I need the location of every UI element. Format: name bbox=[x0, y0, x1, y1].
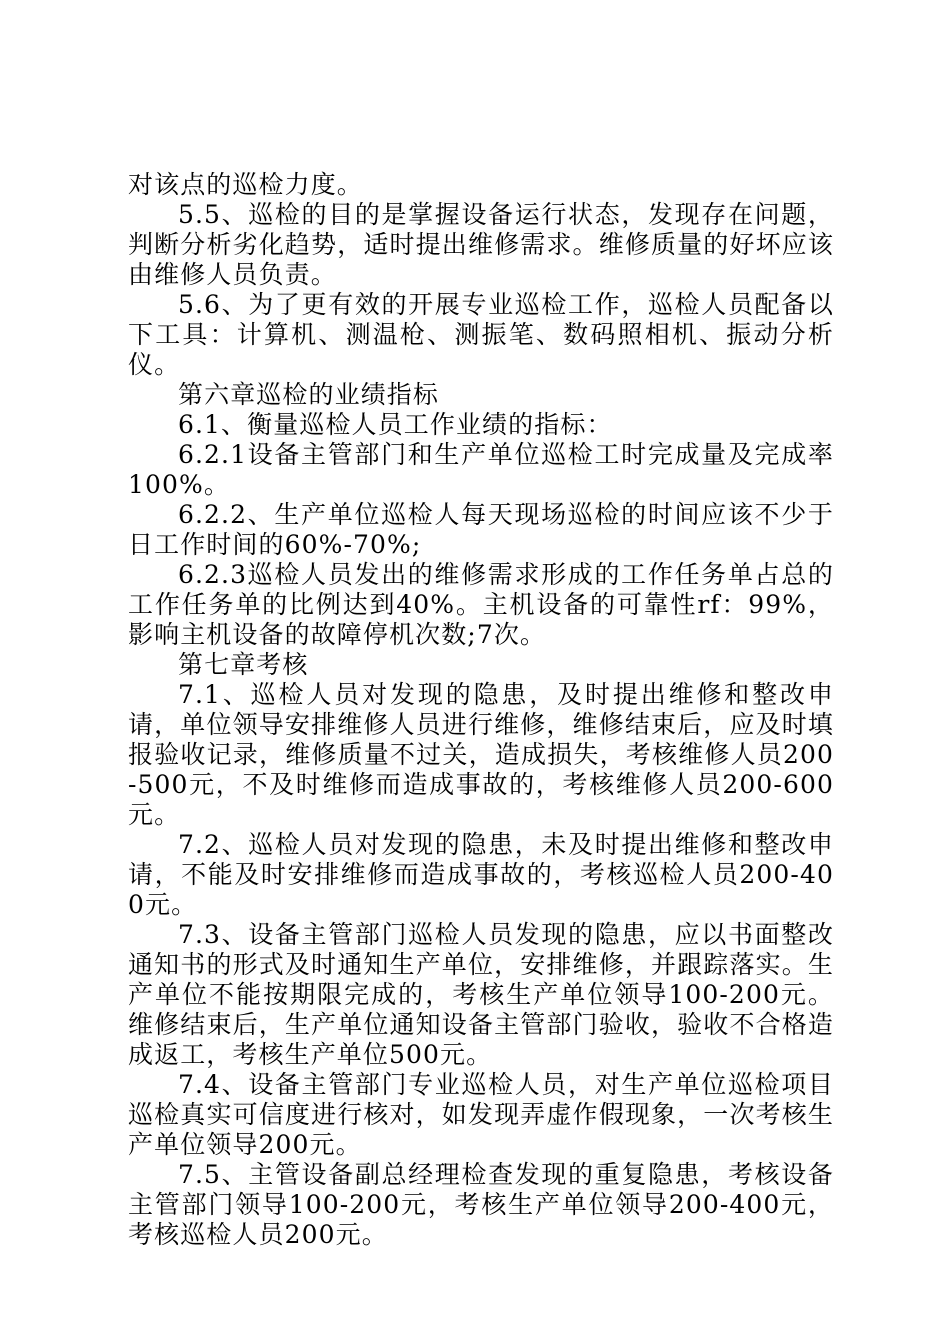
paragraph-7-3: 7.3、设备主管部门巡检人员发现的隐患，应以书面整改通知书的形式及时通知生产单位，安排维修，并跟踪落实。生产单位不能按期限完成的，考核生产单位领导100-200元。维修结束后，生产单位通知设备主管部门验收，验收不合格造成返工，考核生产单位500元。 bbox=[128, 920, 834, 1069]
paragraph-6-2-2: 6.2.2、生产单位巡检人每天现场巡检的时间应该不少于日工作时间的60%-70%; bbox=[128, 500, 834, 559]
paragraph-5-5: 5.5、巡检的目的是掌握设备运行状态，发现存在问题，判断分析劣化趋势，适时提出维修需求。维修质量的好坏应该由维修人员负责。 bbox=[128, 200, 834, 289]
paragraph-6-2-1: 6.2.1设备主管部门和生产单位巡检工时完成量及完成率100%。 bbox=[128, 440, 834, 499]
paragraph-continuation: 对该点的巡检力度。 bbox=[128, 170, 363, 199]
chapter-7-heading: 第七章考核 bbox=[178, 650, 309, 679]
paragraph-7-2: 7.2、巡检人员对发现的隐患，未及时提出维修和整改申请，不能及时安排维修而造成事故的，考核巡检人员200-400元。 bbox=[128, 830, 834, 919]
paragraph-7-5: 7.5、主管设备副总经理检查发现的重复隐患，考核设备主管部门领导100-200元，考核生产单位领导200-400元，考核巡检人员200元。 bbox=[128, 1160, 834, 1249]
paragraph-6-2-3: 6.2.3巡检人员发出的维修需求形成的工作任务单占总的工作任务单的比例达到40%。主机设备的可靠性rf：99%，影响主机设备的故障停机次数;7次。 bbox=[128, 560, 834, 649]
chapter-6-heading: 第六章巡检的业绩指标 bbox=[178, 380, 440, 409]
paragraph-6-1: 6.1、衡量巡检人员工作业绩的指标： bbox=[178, 410, 613, 439]
document-body bbox=[128, 170, 834, 1250]
paragraph-5-6: 5.6、为了更有效的开展专业巡检工作，巡检人员配备以下工具：计算机、测温枪、测振笔、数码照相机、振动分析仪。 bbox=[128, 290, 834, 379]
paragraph-7-1: 7.1、巡检人员对发现的隐患，及时提出维修和整改申请，单位领导安排维修人员进行维修，维修结束后，应及时填报验收记录，维修质量不过关，造成损失，考核维修人员200-500元，不及时维修而造成事故的，考核维修人员200-600元。 bbox=[128, 680, 834, 829]
paragraph-7-4: 7.4、设备主管部门专业巡检人员，对生产单位巡检项目巡检真实可信度进行核对，如发现弄虚作假现象，一次考核生产单位领导200元。 bbox=[128, 1070, 834, 1159]
